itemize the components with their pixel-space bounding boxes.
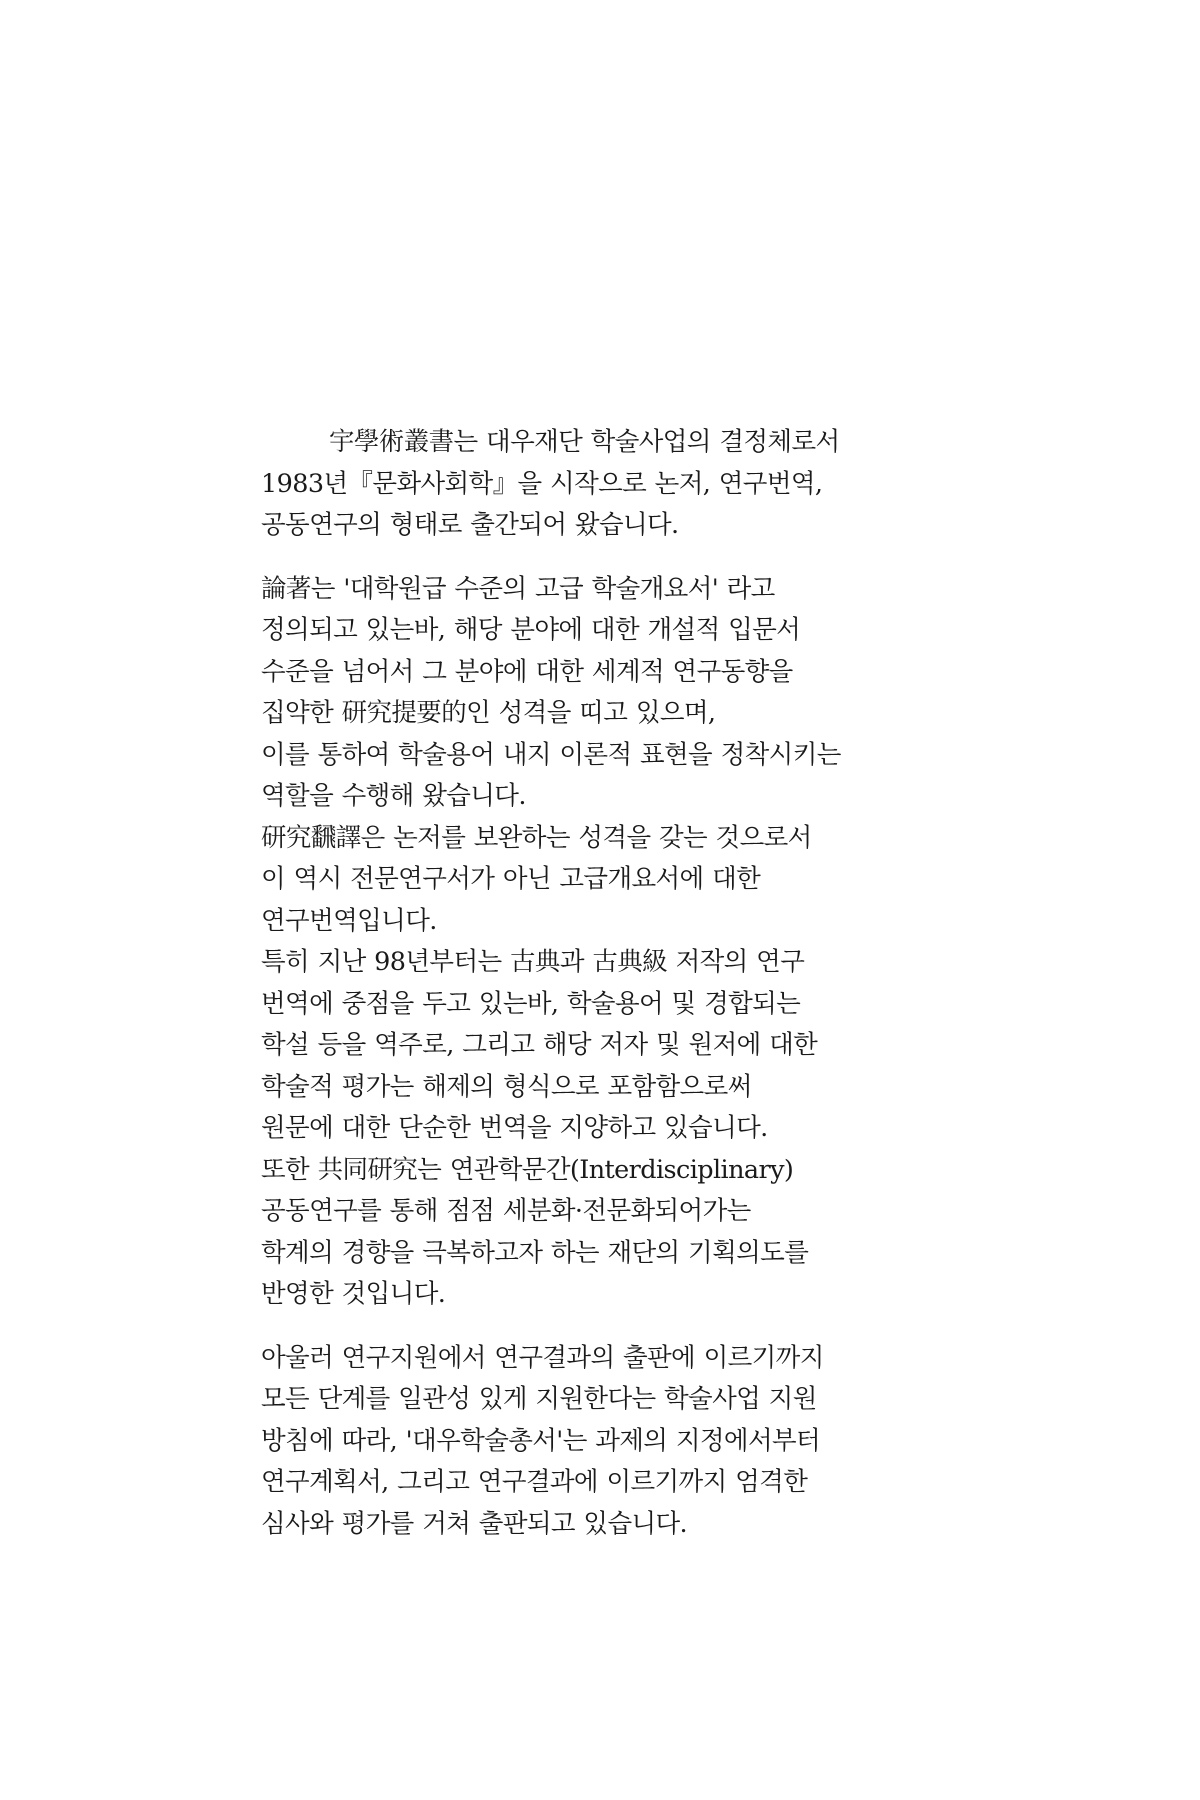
text-line: 또한 共同研究는 연관학문간(Interdisciplinary) bbox=[261, 1154, 794, 1185]
text-line: 집약한 研究提要的인 성격을 띠고 있으며, bbox=[261, 698, 716, 728]
text-line: 모든 단계를 일관성 있게 지원한다는 학술사업 지원 bbox=[261, 1384, 817, 1414]
paragraph-gap bbox=[261, 1316, 901, 1338]
text-line: 방침에 따라, '대우학술총서'는 과제의 지정에서부터 bbox=[261, 1425, 821, 1456]
paragraph-publication-policy bbox=[261, 1338, 901, 1546]
text-line: 이를 통하여 학술용어 내지 이론적 표현을 정착시키는 bbox=[261, 739, 841, 770]
text-line: 研究飜譯은 논저를 보완하는 성격을 갖는 것으로서 bbox=[261, 822, 812, 853]
paragraph-gap bbox=[261, 547, 901, 569]
text-line: 연구번역입니다. bbox=[261, 905, 437, 936]
text-line: 이 역시 전문연구서가 아닌 고급개요서에 대한 bbox=[261, 864, 761, 894]
text-line: 역할을 수행해 왔습니다. bbox=[261, 781, 526, 811]
text-line: 학술적 평가는 해제의 형식으로 포함함으로써 bbox=[261, 1071, 752, 1102]
text-line: 論著는 '대학원급 수준의 고급 학술개요서' 라고 bbox=[261, 573, 775, 604]
text-line: 특히 지난 98년부터는 古典과 古典級 저작의 연구 bbox=[261, 947, 805, 977]
text-line: 학계의 경향을 극복하고자 하는 재단의 기획의도를 bbox=[261, 1237, 809, 1268]
text-line: 宇學術叢書는 대우재단 학술사업의 결정체로서 bbox=[329, 427, 840, 457]
text-line: 학설 등을 역주로, 그리고 해당 저자 및 원저에 대한 bbox=[261, 1030, 818, 1060]
text-line: 공동연구를 통해 점점 세분화·전문화되어가는 bbox=[261, 1196, 751, 1226]
text-line: 1983년『문화사회학』을 시작으로 논저, 연구번역, bbox=[261, 468, 823, 499]
text-line: 공동연구의 형태로 출간되어 왔습니다. bbox=[261, 510, 679, 540]
text-line: 원문에 대한 단순한 번역을 지양하고 있습니다. bbox=[261, 1113, 768, 1143]
text-line: 수준을 넘어서 그 분야에 대한 세계적 연구동향을 bbox=[261, 656, 793, 687]
text-line: 아울러 연구지원에서 연구결과의 출판에 이르기까지 bbox=[261, 1342, 824, 1373]
paragraph-series-types bbox=[261, 569, 901, 1316]
text-line: 반영한 것입니다. bbox=[261, 1279, 446, 1309]
text-line: 정의되고 있는바, 해당 분야에 대한 개설적 입문서 bbox=[261, 615, 801, 645]
paragraph-history bbox=[261, 422, 901, 547]
series-description bbox=[261, 422, 901, 1545]
text-line: 심사와 평가를 거쳐 출판되고 있습니다. bbox=[261, 1508, 688, 1539]
text-line: 연구계획서, 그리고 연구결과에 이르기까지 엄격한 bbox=[261, 1467, 808, 1497]
text-line: 번역에 중점을 두고 있는바, 학술용어 및 경합되는 bbox=[261, 988, 801, 1019]
